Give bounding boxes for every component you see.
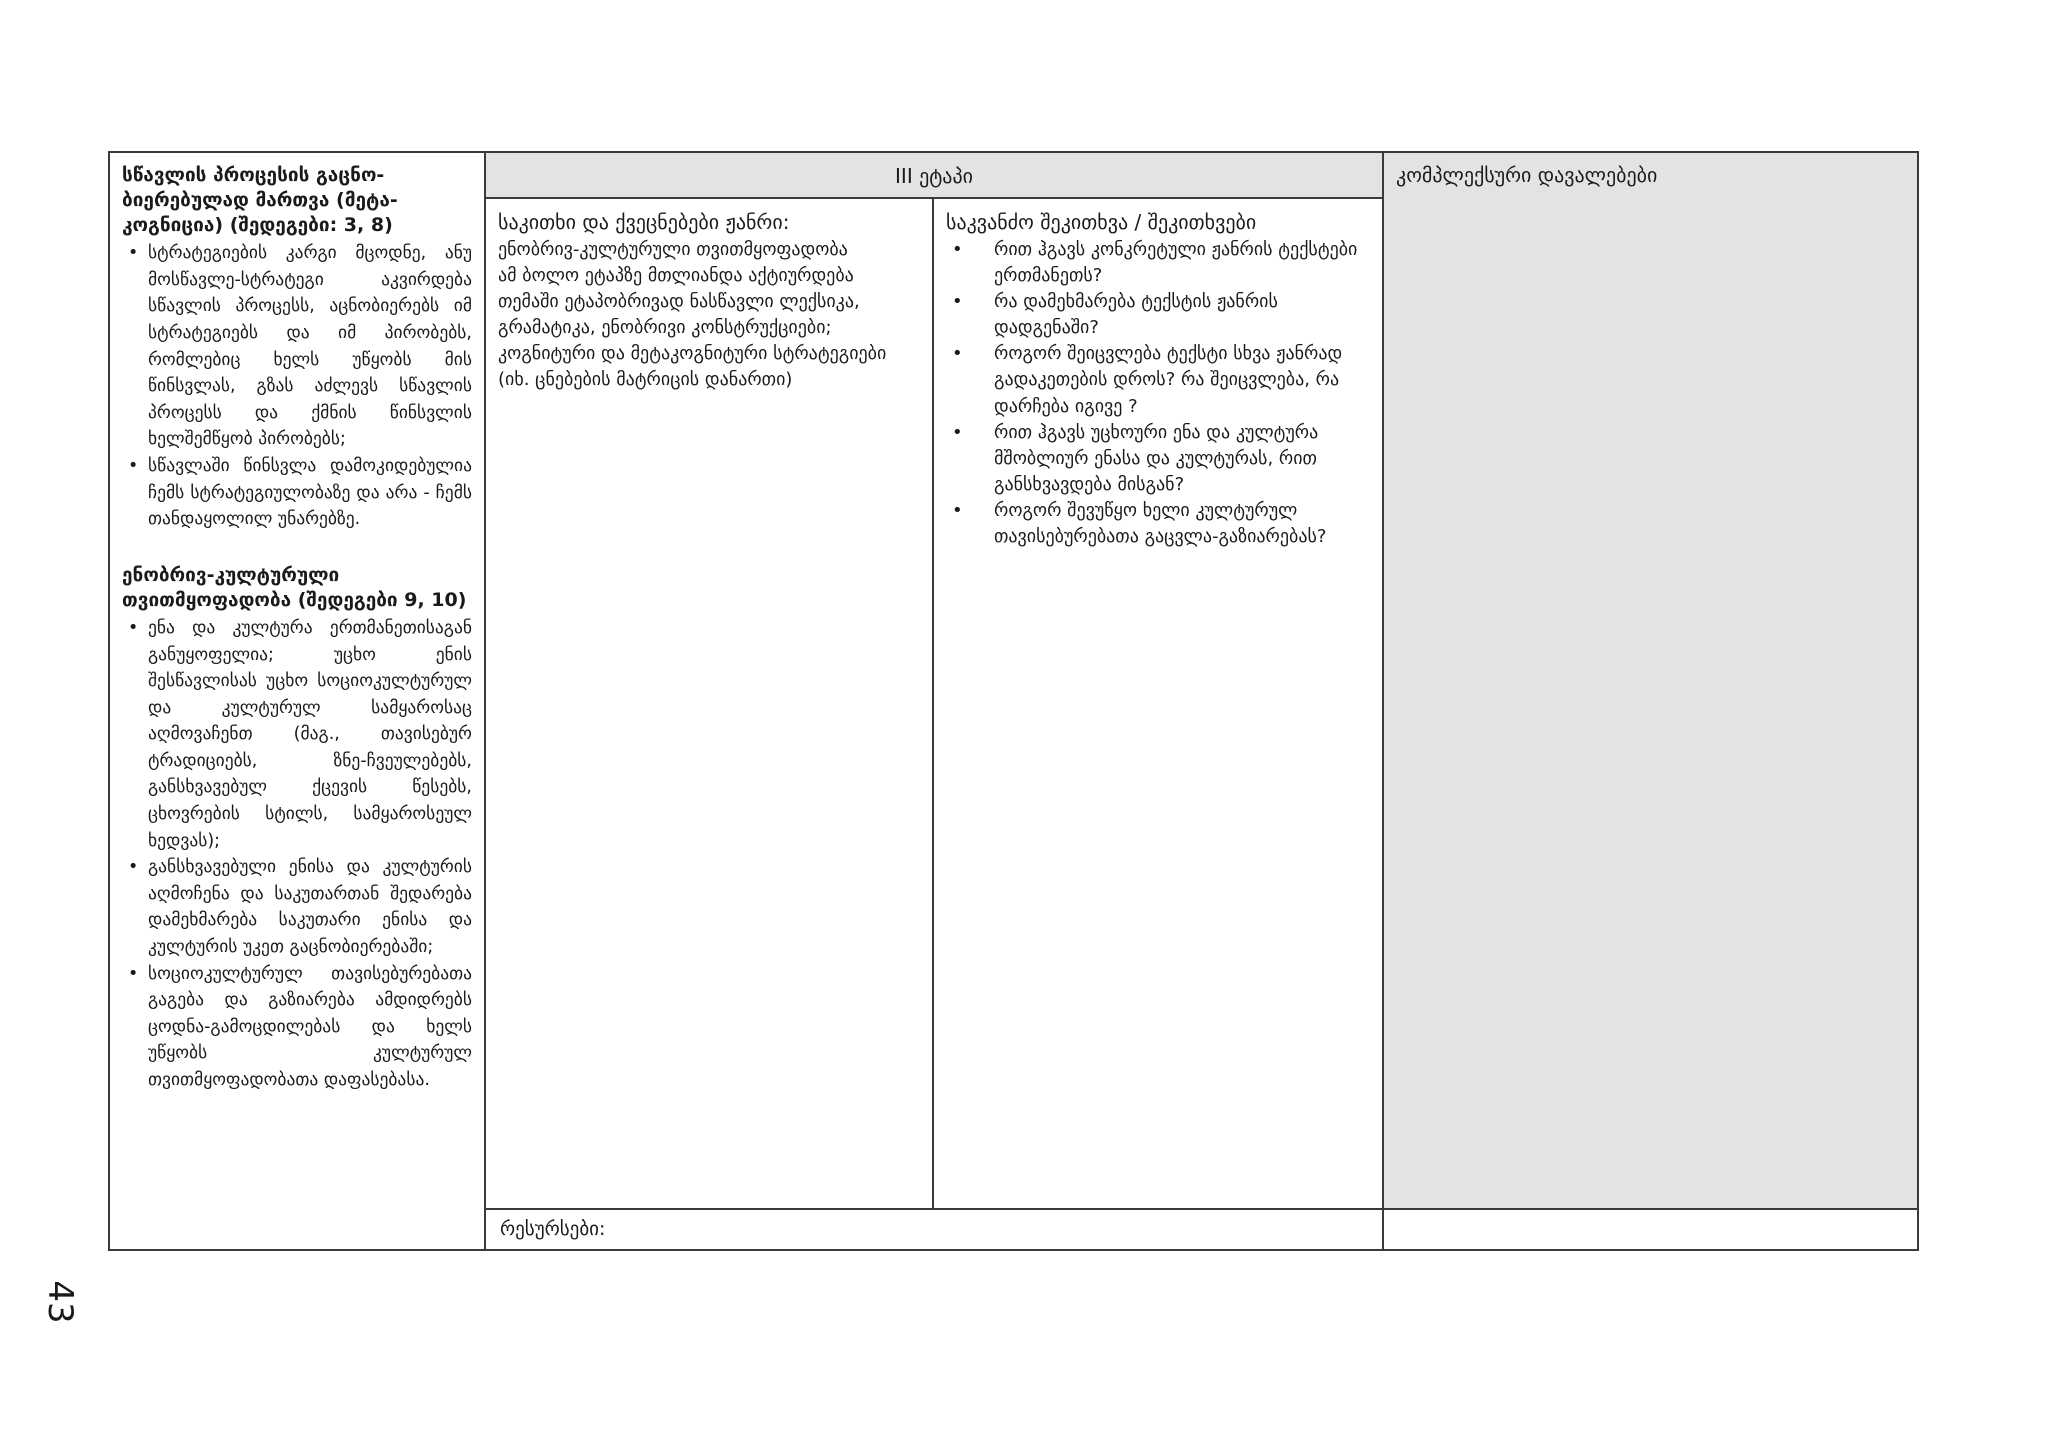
curriculum-table <box>108 151 1919 1251</box>
section2-bullet-list <box>122 615 472 1094</box>
list-item: • რით ჰგავს უცხოური ენა და კულტურა მშობლიურ ენასა და კულტურას, რით განსხვავდება მისგან? <box>946 420 1370 498</box>
resources-label: რესურსები: <box>500 1218 606 1240</box>
key-questions-heading: საკვანძო შეკითხვა / შეკითხვები <box>946 210 1257 234</box>
list-item: • სტრატეგიების კარგი მცოდნე, ანუ მოსწავლე-სტრატეგი აკვირდება სწავლის პროცესს, აცნობიერებს იმ სტრატეგიებს და იმ პირობებს, რომლებიც ხელს უწყობს მის წინსვლას, გზას აძლევს სწავლის პროცესს და ქმნის წინსვლის ხელშემწყობ პირობებს; <box>122 240 472 453</box>
list-item: • სოციოკულტურულ თავისებურებათა გაგება და გაზიარება ამდიდრებს ცოდნა-გამოცდილებას და ხელს უწყობს კულტურულ თვითმყოფადობათა დაფასებასა. <box>122 961 472 1094</box>
topics-heading: საკითხი და ქვეცნებები ჟანრი: <box>498 210 790 234</box>
section2-title: ენობრივ-კულტურული თვითმყოფადობა (შედეგები 9, 10) <box>122 563 467 611</box>
left-column <box>110 153 486 1249</box>
list-item: • რით ჰგავს კონკრეტული ჟანრის ტექსტები ერთმანეთს? <box>946 237 1370 289</box>
topics-body: ენობრივ-კულტურული თვითმყოფადობა ამ ბოლო ეტაპზე მთლიანდა აქტიურდება თემაში ეტაპობრივად ნასწავლი ლექსიკა, გრამატიკა, ენობრივი კონსტრუქციები; კოგნიტური და მეტაკოგნიტური სტრატეგიები (იხ. ცნებების მატრიცის დანართი) <box>498 239 887 391</box>
section1-bullet-list <box>122 240 472 533</box>
section1-title: სწავლის პროცესის გაცნო-ბიერებულად მართვა (მეტა-კოგნიცია) (შედეგები: 3, 8) <box>122 164 398 237</box>
list-item: • ენა და კულტურა ერთმანეთისაგან განუყოფელია; უცხო ენის შესწავლისას უცხო სოციოკულტურულ და კულტურულ სამყაროსაც აღმოვაჩენთ (მაგ., თავისებურ ტრადიციებს, ზნე-ჩვეულებებს, განსხვავებულ ქცევის წესებს, ცხოვრების სტილს, სამყაროსეულ ხედვას); <box>122 615 472 854</box>
list-item: • როგორ შევუწყო ხელი კულტურულ თავისებურებათა გაცვლა-გაზიარებას? <box>946 498 1370 550</box>
complex-tasks-heading: კომპლექსური დავალებები <box>1396 163 1658 187</box>
complex-tasks-cell <box>1382 153 1917 1208</box>
resources-cell <box>486 1208 1382 1249</box>
topics-cell <box>486 199 934 1208</box>
key-questions-cell <box>934 199 1382 1208</box>
list-item: • სწავლაში წინსვლა დამოკიდებულია ჩემს სტრატეგიულობაზე და არა - ჩემს თანდაყოლილ უნარებზე. <box>122 453 472 533</box>
list-item: • როგორ შეიცვლება ტექსტი სხვა ჟანრად გადაკეთების დროს? რა შეიცვლება, რა დარჩება იგივე ? <box>946 341 1370 419</box>
key-questions-list <box>946 237 1370 550</box>
page-number: 43 <box>40 1280 80 1324</box>
empty-cell <box>1382 1208 1917 1249</box>
list-item: • განსხვავებული ენისა და კულტურის აღმოჩენა და საკუთართან შედარება დამეხმარება საკუთარი ენისა და კულტურის უკეთ გაცნობიერებაში; <box>122 854 472 960</box>
list-item: • რა დამეხმარება ტექსტის ჟანრის დადგენაში? <box>946 289 1370 341</box>
stage-header: III ეტაპი <box>486 153 1382 199</box>
